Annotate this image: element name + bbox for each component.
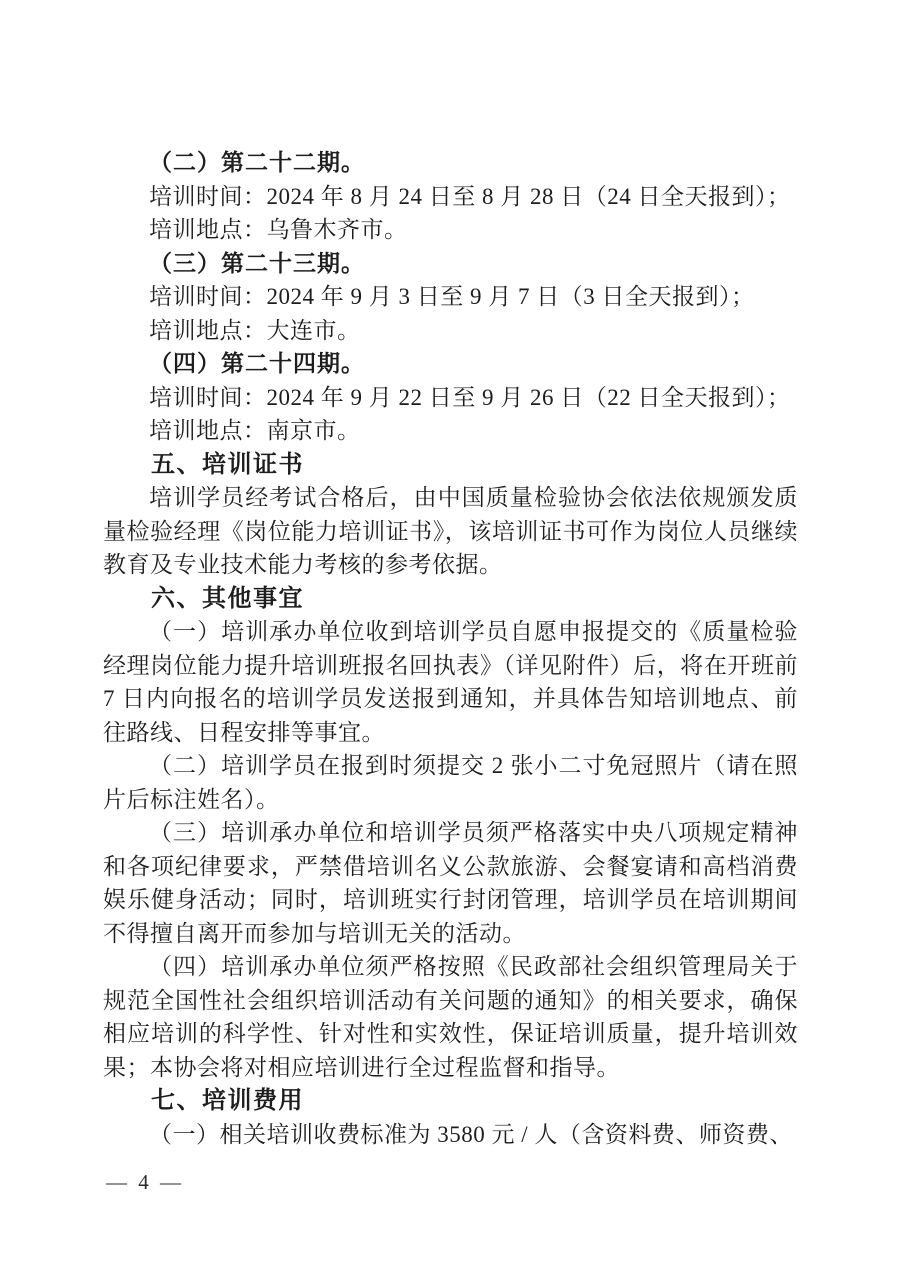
paragraph: （一）相关培训收费标准为 3580 元 / 人（含资料费、师资费、	[149, 1121, 793, 1147]
paragraph: （一）培训承办单位收到培训学员自愿申报提交的《质量检验经理岗位能力提升培训班报名回执表》（详见附件）后，将在开班前 7 日内向报名的培训学员发送报到通知，并具体告知培训地点、前往路线、日程安排等事宜。	[103, 619, 798, 745]
subsection-heading: （四）第二十四期。	[149, 351, 365, 376]
paragraph: 培训时间：2024 年 9 月 22 日至 9 月 26 日（22 日全天报到）；	[149, 384, 791, 410]
subsection-heading: （三）第二十三期。	[149, 250, 365, 276]
section-heading: 六、其他事宜	[151, 584, 304, 612]
paragraph: 培训地点：大连市。	[149, 317, 361, 343]
paragraph: （四）培训承办单位须严格按照《民政部社会组织管理局关于规范全国性社会组织培训活动有关问题的通知》的相关要求，确保相应培训的科学性、针对性和实效性，保证培训质量，提升培训效果；本协会将对相应培训进行全过程监督和指导。	[103, 954, 798, 1080]
section-heading: 七、培训费用	[151, 1087, 304, 1114]
document-body	[103, 146, 798, 1151]
paragraph: 培训地点：乌鲁木齐市。	[149, 217, 408, 242]
section-heading: 五、培训证书	[151, 450, 304, 478]
paragraph: 培训时间：2024 年 8 月 24 日至 8 月 28 日（24 日全天报到）；	[149, 183, 791, 209]
subsection-heading: （二）第二十二期。	[149, 150, 365, 175]
paragraph: （三）培训承办单位和培训学员须严格落实中央八项规定精神和各项纪律要求，严禁借培训名义公款旅游、会餐宴请和高档消费娱乐健身活动；同时，培训班实行封闭管理，培训学员在培训期间不得擅自离开而参加与培训无关的活动。	[103, 820, 798, 946]
paragraph: 培训地点：南京市。	[149, 418, 361, 443]
paragraph: 培训学员经考试合格后，由中国质量检验协会依法依规颁发质量检验经理《岗位能力培训证书》，该培训证书可作为岗位人员继续教育及专业技术能力考核的参考依据。	[103, 485, 798, 577]
footer-page-number: — 4 —	[106, 1170, 184, 1194]
paragraph: （二）培训学员在报到时须提交 2 张小二寸免冠照片（请在照片后标注姓名）。	[103, 753, 798, 812]
paragraph: 培训时间：2024 年 9 月 3 日至 9 月 7 日（3 日全天报到）；	[149, 284, 755, 309]
